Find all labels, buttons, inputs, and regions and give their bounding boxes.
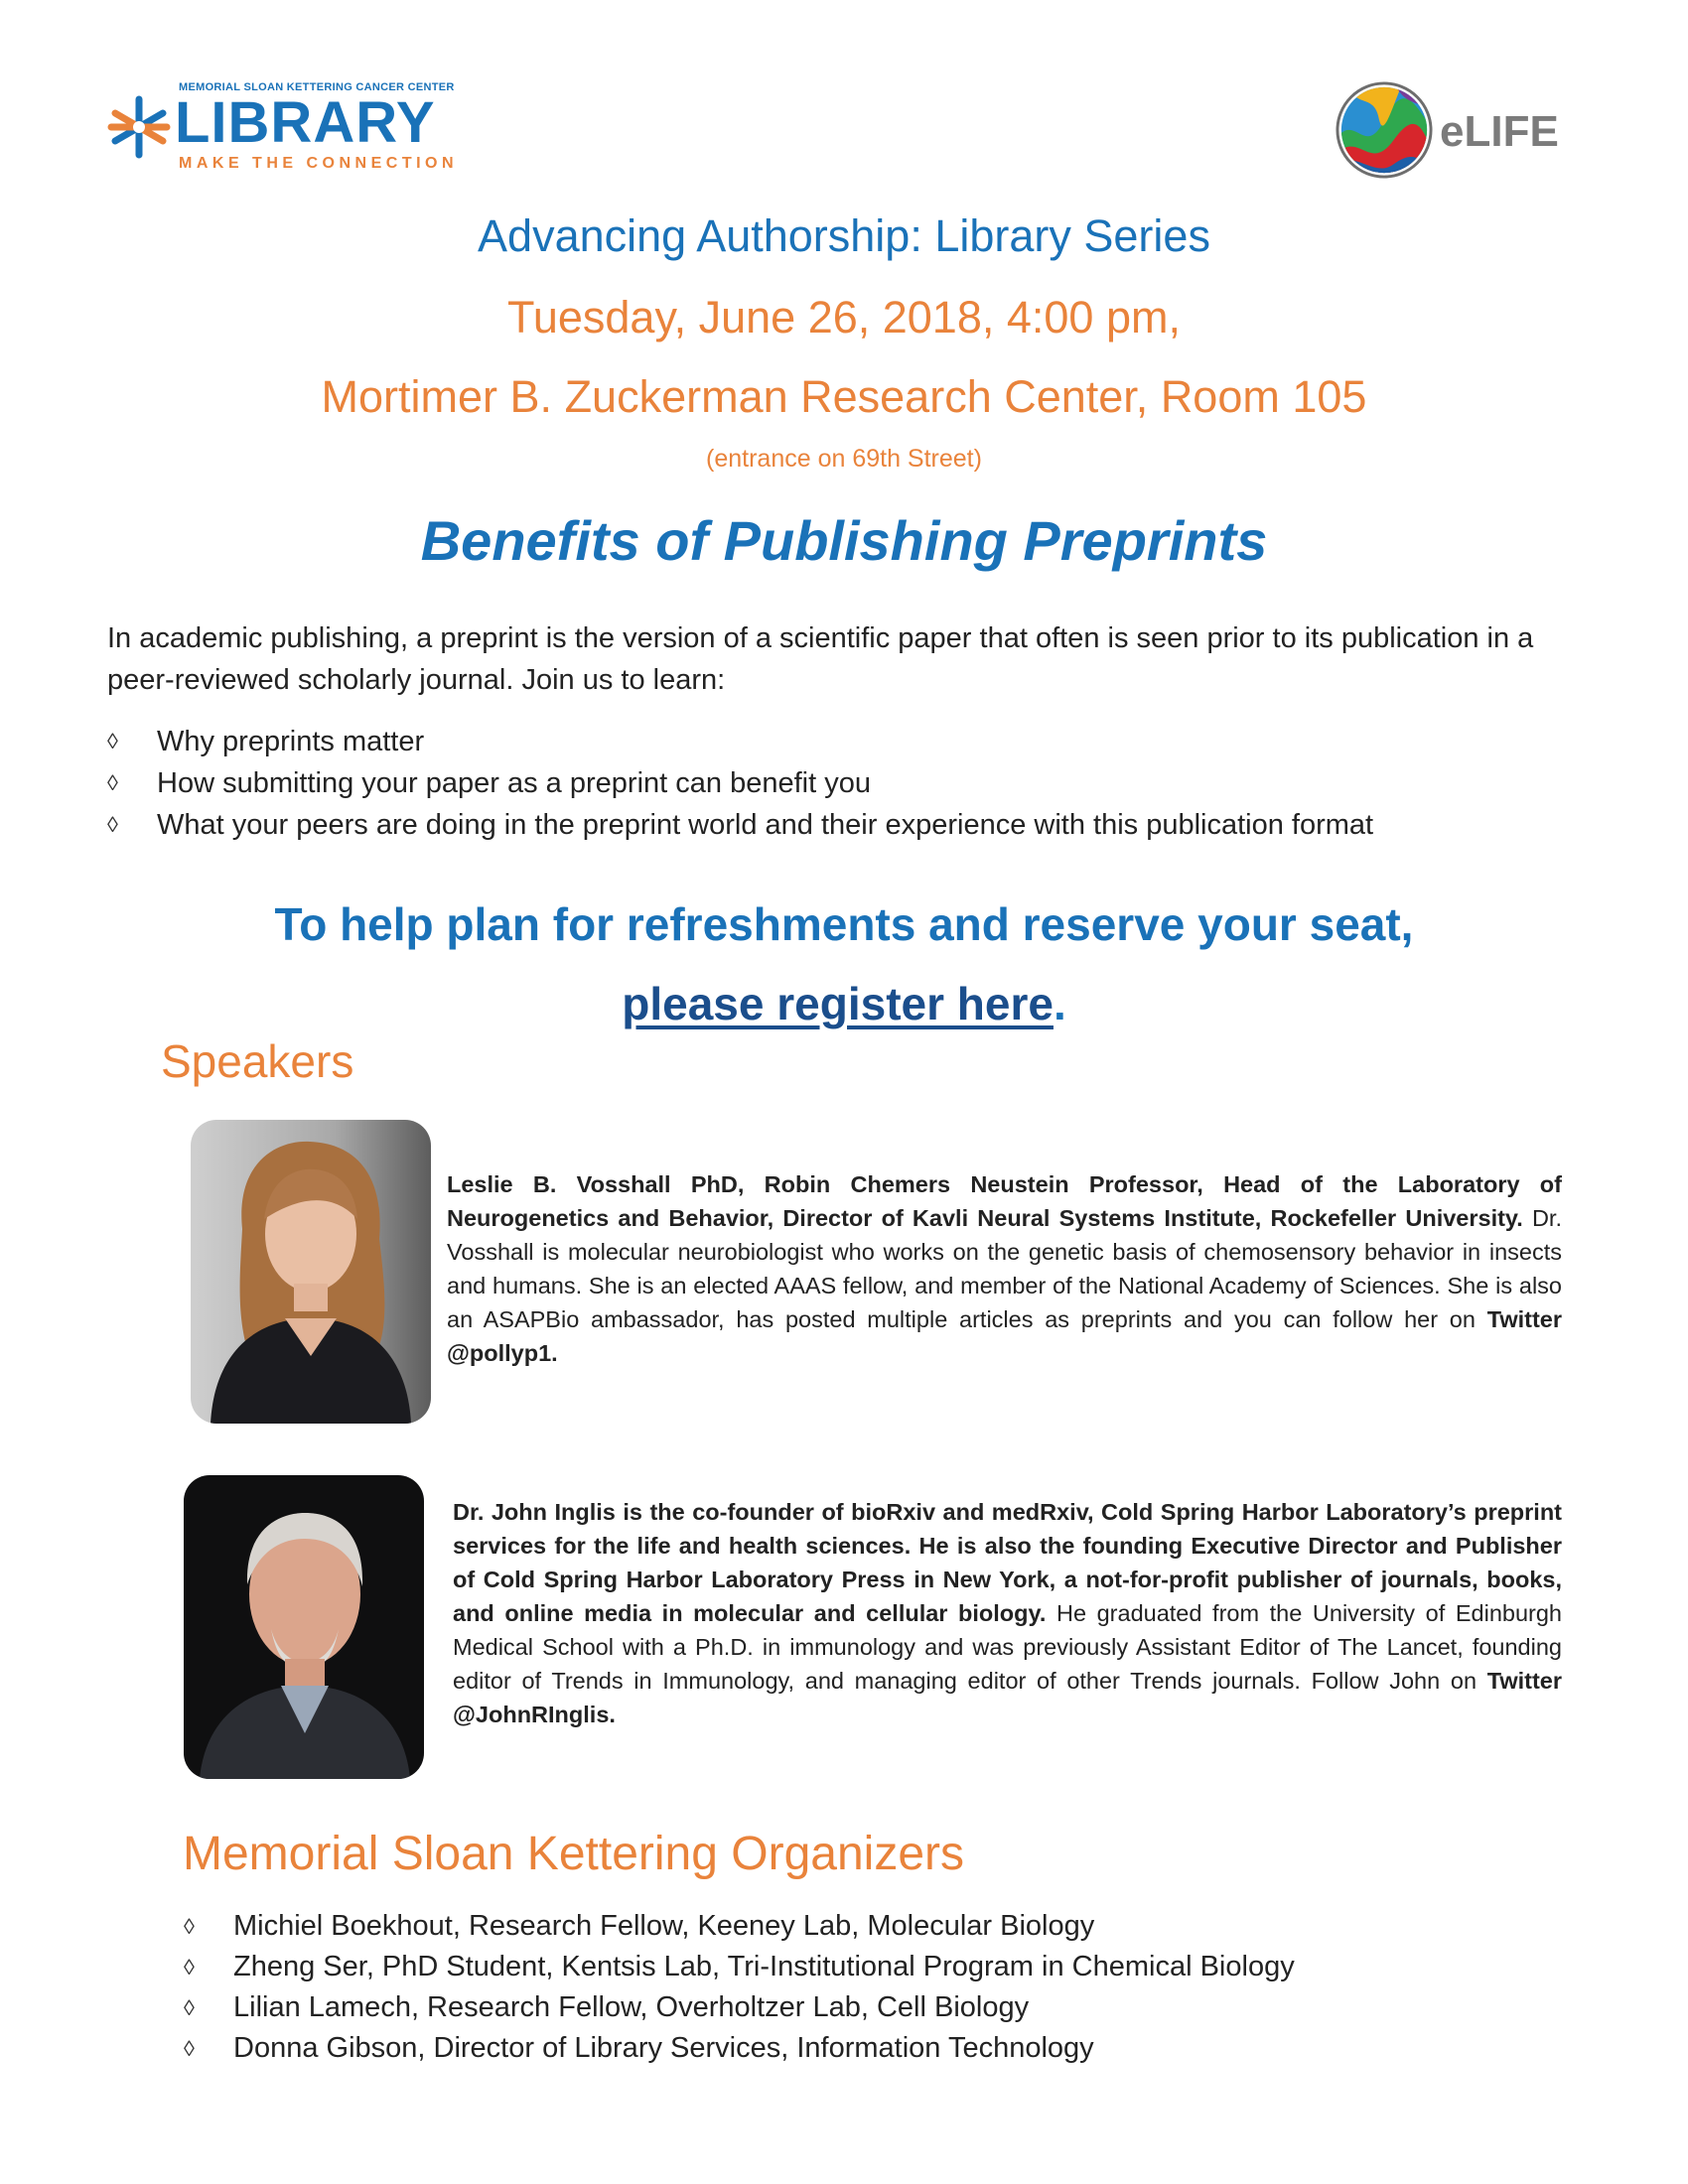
diamond-bullet-icon: ◊ <box>184 1955 195 1979</box>
list-item: ◊ Lilian Lamech, Research Fellow, Overholtzer Lab, Cell Biology <box>184 1987 1574 2028</box>
event-date: Tuesday, June 26, 2018, 4:00 pm, <box>507 292 1181 342</box>
elife-swirl-icon <box>1336 81 1433 179</box>
speaker-photo-inglis <box>184 1475 424 1779</box>
entrance-note: (entrance on 69th Street) <box>706 445 982 473</box>
organizers-heading: Memorial Sloan Kettering Organizers <box>183 1828 965 1880</box>
list-item: ◊ Donna Gibson, Director of Library Services, Information Technology <box>184 2028 1574 2069</box>
diamond-bullet-icon: ◊ <box>107 770 118 795</box>
topics-list <box>107 721 1577 846</box>
diamond-bullet-icon: ◊ <box>184 2036 195 2061</box>
library-tagline: MAKE THE CONNECTION <box>179 155 459 172</box>
elife-name: eLIFE <box>1440 107 1559 156</box>
organizers-list <box>184 1906 1574 2069</box>
list-item: ◊ Michiel Boekhout, Research Fellow, Keeney Lab, Molecular Biology <box>184 1906 1574 1947</box>
intro-paragraph: In academic publishing, a preprint is the version of a scientific paper that often is seen prior to its publication in a peer-reviewed scholarly journal. Join us to learn: <box>107 622 1534 696</box>
diamond-bullet-icon: ◊ <box>107 812 118 837</box>
diamond-bullet-icon: ◊ <box>184 1995 195 2020</box>
register-link[interactable]: please register here <box>622 978 1054 1029</box>
cta-link-line <box>0 977 1688 1030</box>
list-item: ◊ Zheng Ser, PhD Student, Kentsis Lab, Tri-Institutional Program in Chemical Biology <box>184 1947 1574 1987</box>
speaker-photo-vosshall <box>191 1120 431 1424</box>
list-item: ◊ What your peers are doing in the preprint world and their experience with this publication format <box>107 804 1577 846</box>
speaker-bio-inglis: Dr. John Inglis is the co-founder of bioRxiv and medRxiv, Cold Spring Harbor Laboratory’s preprint services for the life and health sciences. He is also the founding Executive Director and Publisher of Cold Spring Harbor Laboratory Press in New York, a not-for-profit publisher of journals, books, and online media in molecular and cellular biology. He graduated from the University of Edinburgh Medical School with a Ph.D. in immunology and was previously Assistant Editor of The Lancet, founding editor of Trends in Immunology, and managing editor of other Trends journals. Follow John on Twitter @JohnRInglis. <box>453 1499 1562 1727</box>
list-item: ◊ Why preprints matter <box>107 721 1577 762</box>
library-institution-text: MEMORIAL SLOAN KETTERING CANCER CENTER <box>179 81 455 93</box>
speaker-bio-vosshall: Leslie B. Vosshall PhD, Robin Chemers Neustein Professor, Head of the Laboratory of Neurogenetics and Behavior, Director of Kavli Neural Systems Institute, Rockefeller University. Dr. Vosshall is molecular neurobiologist who works on the genetic basis of chemosensory behavior in insects and humans. She is an elected AAAS fellow, and member of the National Academy of Sciences. She is also an ASAPBio ambassador, has posted multiple articles as preprints and you can follow her on Twitter @pollyp1. <box>447 1171 1562 1366</box>
cta-period: . <box>1053 978 1066 1029</box>
list-item: ◊ How submitting your paper as a preprint can benefit you <box>107 762 1577 804</box>
diamond-bullet-icon: ◊ <box>107 729 118 753</box>
page-title: Benefits of Publishing Preprints <box>420 509 1268 572</box>
snowflake-star-icon <box>107 95 171 159</box>
series-heading: Advancing Authorship: Library Series <box>478 210 1210 261</box>
diamond-bullet-icon: ◊ <box>184 1914 195 1939</box>
speakers-heading: Speakers <box>161 1035 354 1087</box>
library-name: LIBRARY <box>175 90 436 155</box>
event-venue: Mortimer B. Zuckerman Research Center, Room 105 <box>321 371 1367 422</box>
cta-text: To help plan for refreshments and reserve your seat, <box>274 898 1414 950</box>
library-logo <box>107 77 485 177</box>
elife-logo <box>1336 81 1584 181</box>
